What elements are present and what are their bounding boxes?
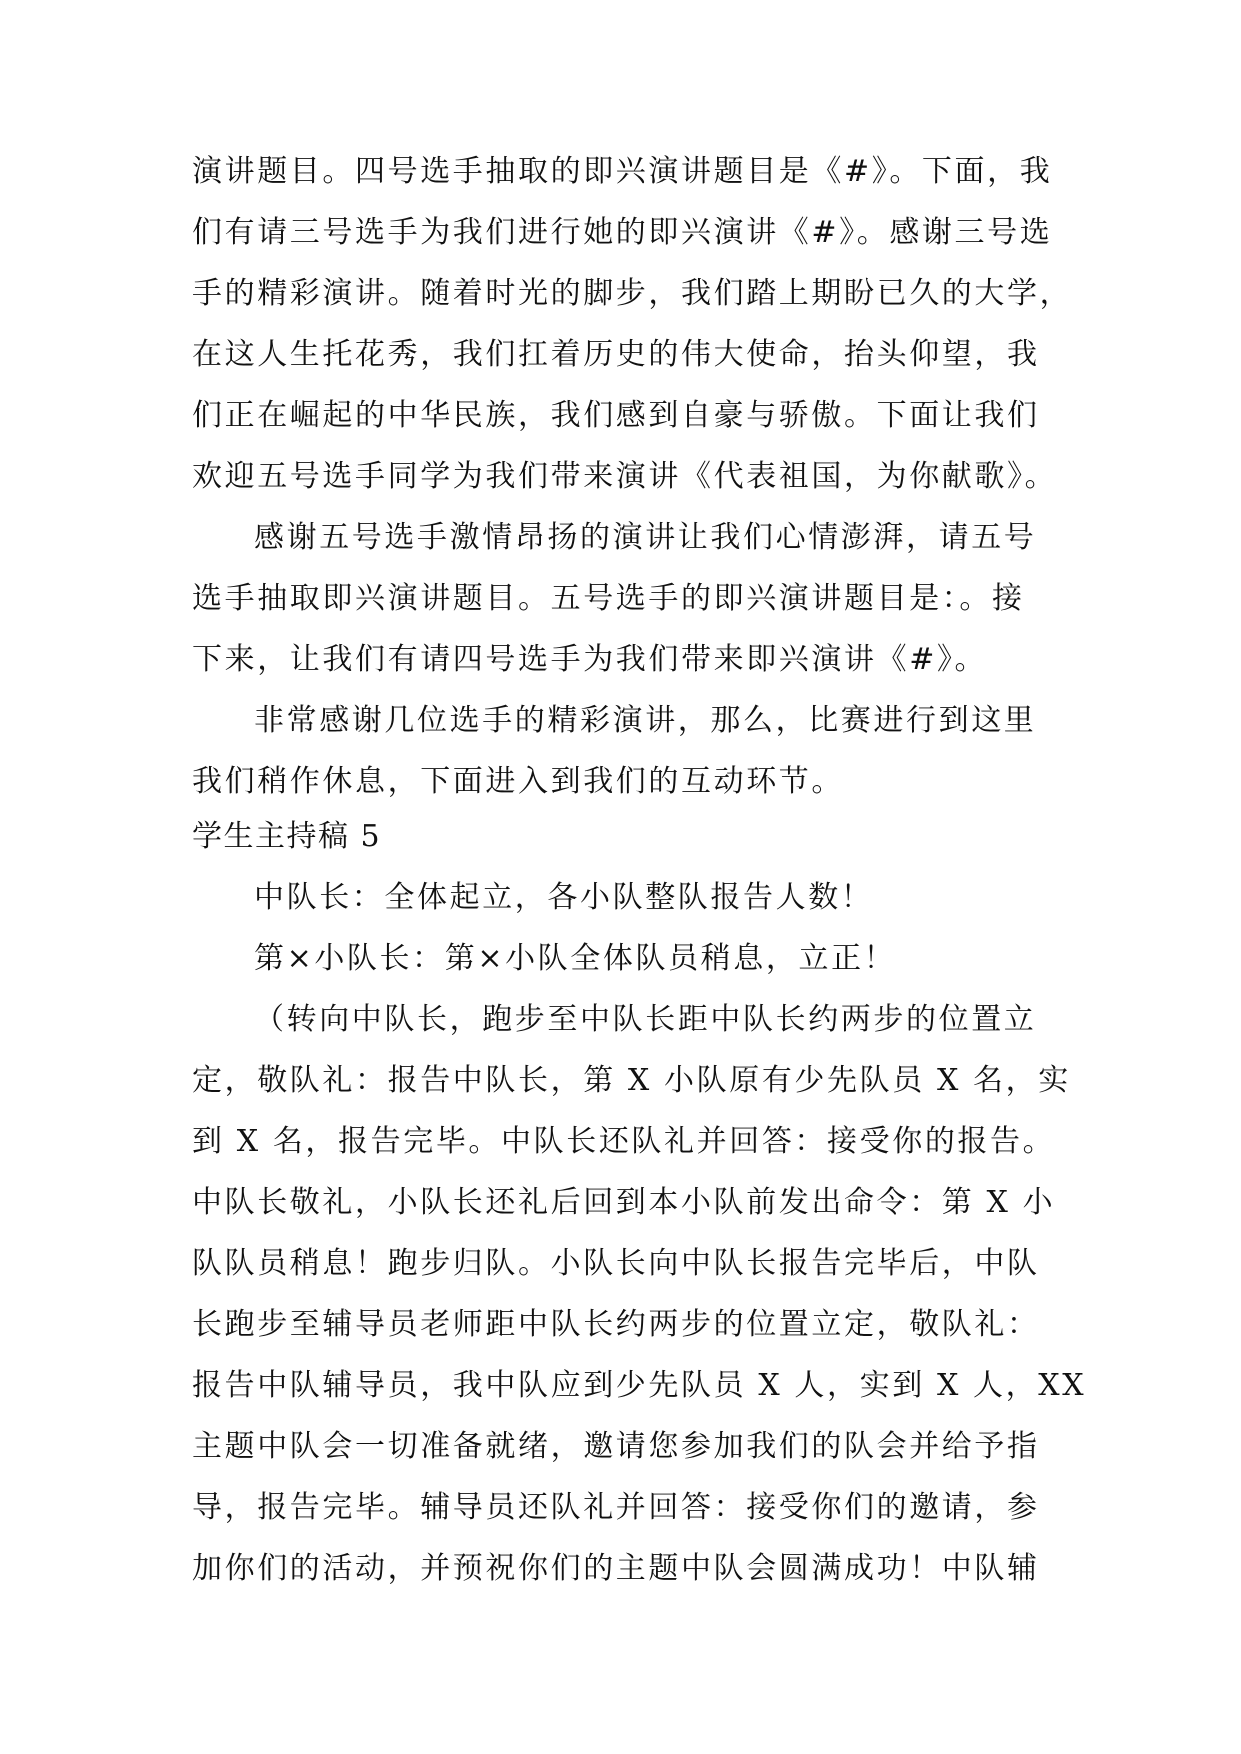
text-line: 在这人生托花秀，我们扛着历史的伟大使命，抬头仰望，我 xyxy=(192,337,1040,372)
text-line: 选手抽取即兴演讲题目。五号选手的即兴演讲题目是：。接 xyxy=(192,581,1025,616)
text-line: 中队长敬礼，小队长还礼后回到本小队前发出命令：第 X 小 xyxy=(192,1185,1056,1220)
text-line: 加你们的活动，并预祝你们的主题中队会圆满成功！中队辅 xyxy=(192,1551,1040,1586)
text-line: 定，敬队礼：报告中队长，第 X 小队原有少先队员 X 名，实 xyxy=(192,1063,1071,1098)
text-line: 导，报告完毕。辅导员还队礼并回答：接受你们的邀请，参 xyxy=(192,1490,1040,1525)
text-line: 演讲题目。四号选手抽取的即兴演讲题目是《#》。下面，我 xyxy=(192,154,1053,189)
paragraph-first-line: （转向中队长，跑步至中队长距中队长约两步的位置立 xyxy=(254,1002,1037,1037)
paragraph-first-line: 非常感谢几位选手的精彩演讲，那么，比赛进行到这里 xyxy=(254,703,1037,738)
text-line: 报告中队辅导员，我中队应到少先队员 X 人，实到 X 人，XX xyxy=(192,1368,1087,1403)
text-line: 们有请三号选手为我们进行她的即兴演讲《#》。感谢三号选 xyxy=(192,215,1053,250)
paragraph-first-line: 第×小队长：第×小队全体队员稍息，立正！ xyxy=(254,941,897,976)
text-line: 到 X 名，报告完毕。中队长还队礼并回答：接受你的报告。 xyxy=(192,1124,1056,1159)
text-line: 队队员稍息！跑步归队。小队长向中队长报告完毕后，中队 xyxy=(192,1246,1040,1281)
text-line: 我们稍作休息，下面进入到我们的互动环节。 xyxy=(192,764,844,799)
text-line: 欢迎五号选手同学为我们带来演讲《代表祖国，为你献歌》。 xyxy=(192,459,1058,494)
paragraph-first-line: 中队长：全体起立，各小队整队报告人数！ xyxy=(254,880,874,915)
text-line: 下来，让我们有请四号选手为我们带来即兴演讲《#》。 xyxy=(192,642,988,677)
text-line: 主题中队会一切准备就绪，邀请您参加我们的队会并给予指 xyxy=(192,1429,1040,1464)
text-line: 手的精彩演讲。随着时光的脚步，我们踏上期盼已久的大学， xyxy=(192,276,1073,311)
text-line: 长跑步至辅导员老师距中队长约两步的位置立定，敬队礼： xyxy=(192,1307,1040,1342)
paragraph-first-line: 感谢五号选手激情昂扬的演讲让我们心情澎湃，请五号 xyxy=(254,520,1037,555)
section-heading: 学生主持稿 5 xyxy=(192,819,382,854)
text-line: 们正在崛起的中华民族，我们感到自豪与骄傲。下面让我们 xyxy=(192,398,1040,433)
